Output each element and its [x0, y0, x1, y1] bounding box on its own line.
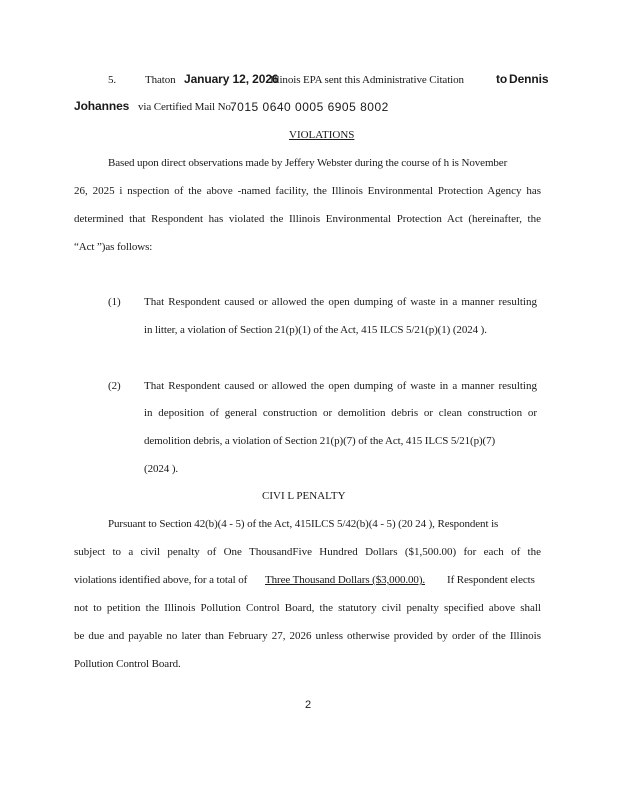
violation-2-line-3: demolition debris, a violation of Section 21(p)(7) of the Act, 415 ILCS 5/21(p)(7)	[144, 435, 496, 447]
violation-2-number: (2)	[108, 380, 121, 392]
penalty-line-5: be due and payable no later than February 27, 2026 unless otherwise provided by order of the Illinois	[74, 630, 541, 642]
violations-heading: VIOLATIONS	[289, 129, 355, 141]
para5-mail-number: 7015 0640 0005 6905 8002	[230, 100, 389, 114]
para5-via: via Certified Mail No.	[138, 101, 234, 113]
intro-line-2: 26, 2025 i nspection of the above -named facility, the Illinois Environmental Protection Agency has	[74, 185, 541, 197]
intro-line-3: determined that Respondent has violated the Illinois Environmental Protection Act (hereinafter, the	[74, 213, 541, 225]
penalty-line-4: not to petition the Illinois Pollution Control Board, the statutory civil penalty specified above shall	[74, 602, 541, 614]
penalty-line-3-c: If Respondent elects	[447, 574, 535, 586]
penalty-line-1: Pursuant to Section 42(b)(4 - 5) of the Act, 415ILCS 5/42(b)(4 - 5) (20 24 ), Respondent is	[108, 518, 499, 530]
para5-date: January 12, 2026	[184, 72, 279, 86]
para5-name-last: Johannes	[74, 99, 130, 113]
page-number: 2	[305, 699, 312, 711]
para5-number: 5.	[108, 74, 117, 86]
penalty-line-2: subject to a civil penalty of One ThousandFive Hundred Dollars ($1,500.00) for each of the	[74, 546, 541, 558]
penalty-line-3-a: violations identified above, for a total of	[74, 574, 248, 586]
violation-1-line-1: That Respondent caused or allowed the open dumping of waste in a manner resulting	[144, 296, 537, 308]
para5-text: Illinois EPA sent this Administrative Citation	[270, 74, 464, 86]
violation-2-line-1: That Respondent caused or allowed the open dumping of waste in a manner resulting	[144, 380, 537, 392]
violation-2-line-2: in deposition of general construction or demolition debris or clean construction or	[144, 407, 537, 419]
intro-line-4: “Act ”)as follows:	[74, 241, 153, 253]
violation-1-number: (1)	[108, 296, 121, 308]
penalty-heading: CIVI L PENALTY	[262, 490, 346, 502]
para5-name-first: Dennis	[509, 72, 549, 86]
intro-line-1: Based upon direct observations made by Jeffery Webster during the course of h is November	[108, 157, 508, 169]
violation-1-line-2: in litter, a violation of Section 21(p)(1) of the Act, 415 ILCS 5/21(p)(1) (2024 ).	[144, 324, 487, 336]
para5-to: to	[496, 72, 508, 86]
violation-2-line-4: (2024 ).	[144, 463, 179, 475]
penalty-line-6: Pollution Control Board.	[74, 658, 181, 670]
penalty-total-amount: Three Thousand Dollars ($3,000.00).	[265, 574, 426, 586]
para5-that-on: Thaton	[145, 74, 176, 86]
